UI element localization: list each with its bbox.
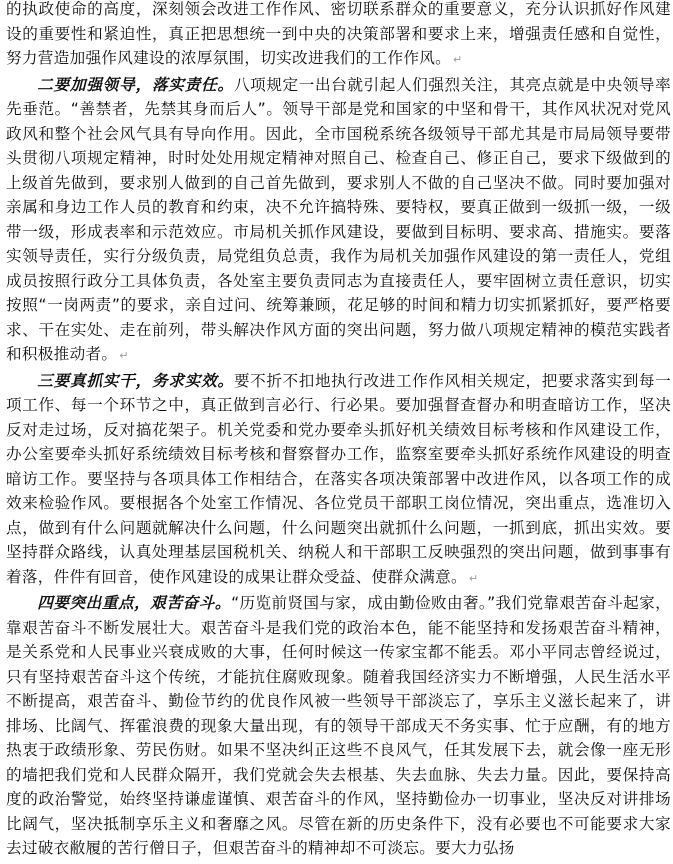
paragraph-mark-icon: ↵: [119, 349, 129, 362]
section-3-heading: 三要真抓实干，务求实效。: [37, 370, 234, 390]
intro-paragraph: [6, 0, 671, 73]
section-2-paragraph: [6, 73, 671, 369]
section-2-heading: 二要加强领导，落实责任。: [37, 74, 234, 94]
section-4-paragraph: [6, 591, 671, 861]
section-3-body: 要不折不扣地执行改进工作作风相关规定，把要求落实到每一项工作、每一个环节之中，真正做到言必行、行必果。要加强督查督办和明查暗访工作，坚决反对走过场，反对搞花架子。机关党委和党办要牵头抓好机关绩效目标考核和作风建设工作，办公室要牵头抓好系统绩效目标考核和督察督办工作，监察室要牵头抓好系统作风建设的明查暗访工作。要坚持与各项具体工作相结合，在落实各项决策部署中改进作风，以各项工作的成效来检验作风。要根据各个处室工作情况、各位党员干部职工岗位情况，突出重点，选准切入点，做到有什么问题就解决什么问题，什么问题突出就抓什么问题，一抓到底，抓出实效。要坚持群众路线，认真处理基层国税机关、纳税人和干部职工反映强烈的突出问题，做到事事有着落，件件有回音，使作风建设的成果让群众受益、使群众满意。: [6, 371, 672, 586]
section-4-body: “历览前贤国与家，成由勤俭败由奢。”我们党靠艰苦奋斗起家，靠艰苦奋斗不断发展壮大。艰苦奋斗是我们党的政治本色，能不能坚持和发扬艰苦奋斗精神，是关系党和人民事业兴衰成败的大事，任何时候这一传家宝都不能丢。邓小平同志曾经说过，只有坚持艰苦奋斗这个传统，才能抗住腐败现象。随着我国经济实力不断增强，人民生活水平不断提高，艰苦奋斗、勤俭节约的优良作风被一些领导干部淡忘了，享乐主义滋长起来了，讲排场、比阔气、挥霍浪费的现象大量出现，有的领导干部成天不务实事、忙于应酬，有的地方热衷于政绩形象、劳民伤财。如果不坚决纠正这些不良风气，任其发展下去，就会像一座无形的墙把我们党和人民群众隔开，我们党就会失去根基、失去血脉、失去力量。因此，要保持高度的政治警觉，始终坚持谦虚谨慎、艰苦奋斗的作风，坚持勤俭办一切事业，坚决反对讲排场比阔气，坚决抵制享乐主义和奢靡之风。尽管在新的历史条件下，没有必要也不可能要求大家去过破衣敝履的苦行僧日子，但艰苦奋斗的精神却不可淡忘。要大力弘扬: [6, 594, 671, 857]
section-3-paragraph: [6, 369, 671, 592]
paragraph-mark-icon: ↵: [468, 571, 479, 585]
section-2-body: 八项规定一出台就引起人们强烈关注，其亮点就是中央领导率先垂范。“善禁者，先禁其身而后人”。领导干部是党和国家的中坚和骨干，其作风状况对党风政风和整个社会风气具有导向作用。因此，全市国税系统各级领导干部尤其是市局局领导要带头贯彻八项规定精神，时时处处用规定精神对照自己、检查自己、修正自己，要求下级做到的上级首先做到，要求别人做到的自己首先做到，要求别人不做的自己坚决不做。同时要加强对亲属和身边工作人员的教育和约束，决不允许搞特殊、要特权，要真正做到一级抓一级，一级带一级，形成表率和示范效应。市局机关抓作风建设，要做到目标明、要求高、措施实。要落实领导责任，实行分级负责，局党组负总责，我作为局机关加强作风建设的第一责任人，党组成员按照行政分工具体负责，各处室主要负责同志为直接责任人，要牢固树立责任意识，切实按照“一岗两责”的要求，亲自过问、统筹兼顾，花足够的时间和精力切实抓紧抓好，要严格要求、干在实处、走在前列，带头解决作风方面的突出问题，努力做八项规定精神的模范实践者和积极推动者。: [6, 75, 672, 363]
paragraph-mark-icon: ↵: [453, 53, 463, 66]
intro-text: 的执政使命的高度，深刻领会改进工作作风、密切联系群众的重要意义，充分认识抓好作风建设的重要性和紧迫性，真正把思想统一到中央的决策部署和要求上来，增强责任感和自觉性，努力营造加强作风建设的浓厚氛围，切实改进我们的工作作风。: [6, 0, 671, 67]
section-4-heading: 四要突出重点，艰苦奋斗。: [37, 593, 232, 612]
